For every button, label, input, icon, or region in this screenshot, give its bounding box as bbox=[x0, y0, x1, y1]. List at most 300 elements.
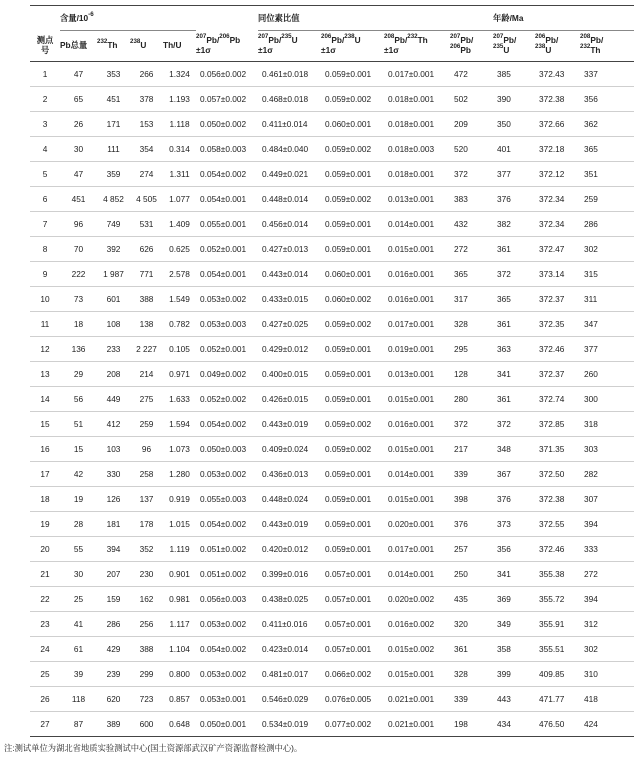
age-208-232-cell: 312 bbox=[580, 612, 634, 637]
age-206-238-cell: 355.91 bbox=[535, 612, 580, 637]
ratio-208-232-cell: 0.018±0.001 bbox=[384, 87, 450, 112]
u238-cell: 4 505 bbox=[130, 187, 163, 212]
u238-cell: 96 bbox=[130, 437, 163, 462]
age-207-206-cell: 372 bbox=[450, 412, 493, 437]
sample-no-cell: 7 bbox=[30, 212, 60, 237]
ratio-208-232-cell: 0.021±0.001 bbox=[384, 712, 450, 737]
sample-no-cell: 22 bbox=[30, 587, 60, 612]
sample-no-cell: 3 bbox=[30, 112, 60, 137]
u238-cell: 388 bbox=[130, 287, 163, 312]
age-208-232-cell: 282 bbox=[580, 462, 634, 487]
th232-cell: 749 bbox=[97, 212, 130, 237]
age-208-232-cell: 377 bbox=[580, 337, 634, 362]
pb-total-cell: 55 bbox=[60, 537, 97, 562]
age-207-235-cell: 382 bbox=[493, 212, 535, 237]
u238-cell: 137 bbox=[130, 487, 163, 512]
ratio-208-232-cell: 0.018±0.001 bbox=[384, 162, 450, 187]
ratio-207-235-cell: 0.427±0.025 bbox=[258, 312, 321, 337]
ratio-207-235-cell: 0.449±0.021 bbox=[258, 162, 321, 187]
ratio-206-238-cell: 0.059±0.001 bbox=[321, 162, 384, 187]
age-207-206-cell: 365 bbox=[450, 262, 493, 287]
age-207-206-cell: 376 bbox=[450, 512, 493, 537]
age-207-235-cell: 348 bbox=[493, 437, 535, 462]
pb-total-cell: 47 bbox=[60, 162, 97, 187]
pb-total-cell: 51 bbox=[60, 412, 97, 437]
age-208-232-cell: 272 bbox=[580, 562, 634, 587]
age-208-232-cell: 302 bbox=[580, 637, 634, 662]
u238-cell: 600 bbox=[130, 712, 163, 737]
ratio-207-206-cell: 0.057±0.002 bbox=[196, 87, 258, 112]
ratio-206-238-cell: 0.076±0.005 bbox=[321, 687, 384, 712]
th232-cell: 412 bbox=[97, 412, 130, 437]
th232-cell: 208 bbox=[97, 362, 130, 387]
ratio-206-238-cell: 0.059±0.002 bbox=[321, 137, 384, 162]
age-208-232-cell: 259 bbox=[580, 187, 634, 212]
ratio-208-232-cell: 0.016±0.002 bbox=[384, 612, 450, 637]
ratio-208-232-cell: 0.015±0.001 bbox=[384, 237, 450, 262]
ratio-207-235-cell: 0.409±0.024 bbox=[258, 437, 321, 462]
u238-cell: 178 bbox=[130, 512, 163, 537]
ratio-208-232-cell: 0.016±0.001 bbox=[384, 262, 450, 287]
ratio-207-206-cell: 0.052±0.001 bbox=[196, 237, 258, 262]
age-207-235-cell: 373 bbox=[493, 512, 535, 537]
age-207-206-cell: 432 bbox=[450, 212, 493, 237]
ratio-207-235-cell: 0.484±0.040 bbox=[258, 137, 321, 162]
age-206-238-cell: 355.72 bbox=[535, 587, 580, 612]
pb-total-cell: 61 bbox=[60, 637, 97, 662]
ratio-206-238-cell: 0.077±0.002 bbox=[321, 712, 384, 737]
pb-total-cell: 47 bbox=[60, 62, 97, 87]
pb-total-cell: 25 bbox=[60, 587, 97, 612]
table-row bbox=[30, 387, 634, 412]
age-208-232-cell: 315 bbox=[580, 262, 634, 287]
ratio-206-238-cell: 0.059±0.001 bbox=[321, 237, 384, 262]
ratio-206-238-cell: 0.066±0.002 bbox=[321, 662, 384, 687]
u238-cell: 162 bbox=[130, 587, 163, 612]
age-208-232-cell: 303 bbox=[580, 437, 634, 462]
age-206-238-cell: 372.74 bbox=[535, 387, 580, 412]
table-row bbox=[30, 712, 634, 737]
sample-no-cell: 17 bbox=[30, 462, 60, 487]
sample-no-cell: 5 bbox=[30, 162, 60, 187]
age-206-238-cell: 372.34 bbox=[535, 187, 580, 212]
th-u-cell: 1.594 bbox=[163, 412, 196, 437]
age-207-206-cell: 339 bbox=[450, 687, 493, 712]
ratio-207-235-cell: 0.426±0.015 bbox=[258, 387, 321, 412]
th232-cell: 389 bbox=[97, 712, 130, 737]
pb-total-cell: 70 bbox=[60, 237, 97, 262]
age-206-238-cell: 372.37 bbox=[535, 287, 580, 312]
th-u-header: Th/U bbox=[163, 31, 196, 62]
age-207-235-cell: 365 bbox=[493, 287, 535, 312]
u238-cell: 138 bbox=[130, 312, 163, 337]
pb-total-cell: 42 bbox=[60, 462, 97, 487]
th-u-cell: 1.409 bbox=[163, 212, 196, 237]
sample-no-cell: 21 bbox=[30, 562, 60, 587]
sample-no-cell: 27 bbox=[30, 712, 60, 737]
age-208-232-cell: 351 bbox=[580, 162, 634, 187]
age-208-232-cell: 318 bbox=[580, 412, 634, 437]
age-206-238-cell: 409.85 bbox=[535, 662, 580, 687]
age-208-232-cell: 311 bbox=[580, 287, 634, 312]
ratio-206-238-cell: 0.059±0.001 bbox=[321, 512, 384, 537]
ratio-207-235-cell: 0.456±0.014 bbox=[258, 212, 321, 237]
age-208-232-header: $^{208}$Pb/ $^{232}$Th bbox=[580, 31, 634, 62]
th-u-cell: 1.311 bbox=[163, 162, 196, 187]
ratio-208-232-cell: 0.014±0.001 bbox=[384, 212, 450, 237]
age-207-235-cell: 350 bbox=[493, 112, 535, 137]
ratio-207-206-cell: 0.053±0.001 bbox=[196, 687, 258, 712]
age-207-206-cell: 128 bbox=[450, 362, 493, 387]
ratio-207-206-header: $^{207}$Pb/$^{206}$Pb ±1σ bbox=[196, 31, 258, 62]
th232-cell: 4 852 bbox=[97, 187, 130, 212]
ratio-207-206-cell: 0.056±0.003 bbox=[196, 587, 258, 612]
ratio-207-206-cell: 0.050±0.003 bbox=[196, 437, 258, 462]
ratio-208-232-cell: 0.018±0.001 bbox=[384, 112, 450, 137]
pb-total-cell: 30 bbox=[60, 562, 97, 587]
table-row bbox=[30, 412, 634, 437]
th232-cell: 1 987 bbox=[97, 262, 130, 287]
age-207-206-cell: 209 bbox=[450, 112, 493, 137]
th-u-cell: 0.971 bbox=[163, 362, 196, 387]
pb-total-cell: 19 bbox=[60, 487, 97, 512]
ratio-208-232-cell: 0.019±0.001 bbox=[384, 337, 450, 362]
th232-cell: 330 bbox=[97, 462, 130, 487]
th-u-cell: 1.119 bbox=[163, 537, 196, 562]
pb-total-cell: 15 bbox=[60, 437, 97, 462]
age-206-238-cell: 371.35 bbox=[535, 437, 580, 462]
table-row bbox=[30, 162, 634, 187]
age-207-206-cell: 502 bbox=[450, 87, 493, 112]
ratio-207-206-cell: 0.051±0.002 bbox=[196, 562, 258, 587]
age-206-238-cell: 372.12 bbox=[535, 162, 580, 187]
age-207-235-cell: 399 bbox=[493, 662, 535, 687]
ratio-208-232-cell: 0.020±0.002 bbox=[384, 587, 450, 612]
table-row bbox=[30, 362, 634, 387]
age-206-238-cell: 372.18 bbox=[535, 137, 580, 162]
u238-cell: 230 bbox=[130, 562, 163, 587]
ratio-208-232-cell: 0.017±0.001 bbox=[384, 537, 450, 562]
age-207-206-cell: 198 bbox=[450, 712, 493, 737]
age-207-206-cell: 217 bbox=[450, 437, 493, 462]
age-208-232-cell: 300 bbox=[580, 387, 634, 412]
ratio-208-232-cell: 0.015±0.002 bbox=[384, 637, 450, 662]
pb-total-cell: 222 bbox=[60, 262, 97, 287]
age-208-232-cell: 347 bbox=[580, 312, 634, 337]
age-207-235-cell: 358 bbox=[493, 637, 535, 662]
ratio-208-232-cell: 0.021±0.001 bbox=[384, 687, 450, 712]
ratio-207-235-cell: 0.443±0.019 bbox=[258, 512, 321, 537]
age-207-206-cell: 339 bbox=[450, 462, 493, 487]
ratio-207-206-cell: 0.053±0.002 bbox=[196, 662, 258, 687]
ratio-207-206-cell: 0.055±0.001 bbox=[196, 212, 258, 237]
age-206-238-cell: 372.55 bbox=[535, 512, 580, 537]
pb-total-cell: 28 bbox=[60, 512, 97, 537]
th232-cell: 429 bbox=[97, 637, 130, 662]
ratio-208-232-cell: 0.017±0.001 bbox=[384, 312, 450, 337]
ratio-207-206-cell: 0.054±0.002 bbox=[196, 512, 258, 537]
th-u-cell: 1.193 bbox=[163, 87, 196, 112]
ratio-206-238-cell: 0.060±0.001 bbox=[321, 262, 384, 287]
age-206-238-cell: 373.14 bbox=[535, 262, 580, 287]
ratio-208-232-cell: 0.020±0.001 bbox=[384, 512, 450, 537]
age-206-238-cell: 372.43 bbox=[535, 62, 580, 87]
content-group-header: 含量$/10^{-6}$ bbox=[60, 6, 196, 31]
header-row-2 bbox=[30, 31, 634, 62]
u238-cell: 275 bbox=[130, 387, 163, 412]
th-u-cell: 1.633 bbox=[163, 387, 196, 412]
u238-cell: 258 bbox=[130, 462, 163, 487]
ratio-207-206-cell: 0.054±0.002 bbox=[196, 162, 258, 187]
ratio-206-238-cell: 0.059±0.001 bbox=[321, 487, 384, 512]
ratio-207-206-cell: 0.050±0.002 bbox=[196, 112, 258, 137]
table-row bbox=[30, 662, 634, 687]
u238-cell: 266 bbox=[130, 62, 163, 87]
ratio-207-235-header: $^{207}$Pb/$^{235}$U ±1σ bbox=[258, 31, 321, 62]
th232-header: $^{232}$Th bbox=[97, 31, 130, 62]
u238-cell: 256 bbox=[130, 612, 163, 637]
ratio-206-238-cell: 0.059±0.001 bbox=[321, 362, 384, 387]
age-207-235-cell: 434 bbox=[493, 712, 535, 737]
age-207-235-cell: 367 bbox=[493, 462, 535, 487]
ratio-207-235-cell: 0.433±0.015 bbox=[258, 287, 321, 312]
footnote: 注:测试单位为湖北省地质实验测试中心(国土资源部武汉矿产资源监督检测中心)。 bbox=[4, 743, 303, 753]
ratio-206-238-cell: 0.059±0.001 bbox=[321, 62, 384, 87]
th232-cell: 181 bbox=[97, 512, 130, 537]
ratio-207-235-cell: 0.429±0.012 bbox=[258, 337, 321, 362]
ratio-207-235-cell: 0.481±0.017 bbox=[258, 662, 321, 687]
ratio-208-232-cell: 0.013±0.001 bbox=[384, 187, 450, 212]
age-207-235-cell: 443 bbox=[493, 687, 535, 712]
age-206-238-cell: 372.38 bbox=[535, 487, 580, 512]
ratio-206-238-cell: 0.059±0.001 bbox=[321, 212, 384, 237]
table-row bbox=[30, 637, 634, 662]
age-206-238-cell: 355.51 bbox=[535, 637, 580, 662]
ratio-208-232-cell: 0.014±0.001 bbox=[384, 562, 450, 587]
age-207-235-cell: 401 bbox=[493, 137, 535, 162]
age-207-206-cell: 250 bbox=[450, 562, 493, 587]
age-207-235-cell: 376 bbox=[493, 187, 535, 212]
th-u-cell: 1.077 bbox=[163, 187, 196, 212]
u238-cell: 274 bbox=[130, 162, 163, 187]
ratio-208-232-cell: 0.016±0.001 bbox=[384, 287, 450, 312]
th232-cell: 239 bbox=[97, 662, 130, 687]
ratio-206-238-cell: 0.059±0.002 bbox=[321, 87, 384, 112]
age-207-206-cell: 295 bbox=[450, 337, 493, 362]
age-207-235-cell: 356 bbox=[493, 537, 535, 562]
age-207-206-cell: 472 bbox=[450, 62, 493, 87]
th232-cell: 233 bbox=[97, 337, 130, 362]
table-row bbox=[30, 612, 634, 637]
th-u-cell: 1.104 bbox=[163, 637, 196, 662]
u238-cell: 352 bbox=[130, 537, 163, 562]
sample-no-cell: 14 bbox=[30, 387, 60, 412]
pb-total-cell: 56 bbox=[60, 387, 97, 412]
u238-cell: 626 bbox=[130, 237, 163, 262]
age-206-238-cell: 355.38 bbox=[535, 562, 580, 587]
ratio-208-232-cell: 0.015±0.001 bbox=[384, 662, 450, 687]
th232-cell: 353 bbox=[97, 62, 130, 87]
age-207-206-cell: 328 bbox=[450, 662, 493, 687]
age-206-238-cell: 372.47 bbox=[535, 237, 580, 262]
pb-total-cell: 39 bbox=[60, 662, 97, 687]
pb-total-cell: 118 bbox=[60, 687, 97, 712]
ratio-207-235-cell: 0.461±0.018 bbox=[258, 62, 321, 87]
age-206-238-cell: 372.34 bbox=[535, 212, 580, 237]
th-u-cell: 0.105 bbox=[163, 337, 196, 362]
ratio-207-235-cell: 0.448±0.014 bbox=[258, 187, 321, 212]
ratio-207-206-cell: 0.053±0.002 bbox=[196, 612, 258, 637]
ratio-207-206-cell: 0.054±0.002 bbox=[196, 637, 258, 662]
ratio-206-238-cell: 0.057±0.001 bbox=[321, 612, 384, 637]
ratio-206-238-cell: 0.059±0.001 bbox=[321, 462, 384, 487]
table-row bbox=[30, 312, 634, 337]
age-group-header: 年龄/Ma bbox=[493, 6, 634, 31]
sample-no-cell: 11 bbox=[30, 312, 60, 337]
age-207-235-cell: 341 bbox=[493, 362, 535, 387]
age-207-206-cell: 520 bbox=[450, 137, 493, 162]
sample-no-cell: 25 bbox=[30, 662, 60, 687]
th-u-cell: 0.782 bbox=[163, 312, 196, 337]
age-207-206-cell: 320 bbox=[450, 612, 493, 637]
age-208-232-cell: 424 bbox=[580, 712, 634, 737]
age-206-238-cell: 471.77 bbox=[535, 687, 580, 712]
pb-total-cell: 41 bbox=[60, 612, 97, 637]
zircon-data-table bbox=[30, 5, 634, 737]
sample-no-cell: 4 bbox=[30, 137, 60, 162]
ratio-207-235-cell: 0.448±0.024 bbox=[258, 487, 321, 512]
th232-cell: 126 bbox=[97, 487, 130, 512]
table-row bbox=[30, 212, 634, 237]
table-body bbox=[30, 62, 634, 737]
u238-cell: 153 bbox=[130, 112, 163, 137]
table-row bbox=[30, 287, 634, 312]
pb-total-cell: 451 bbox=[60, 187, 97, 212]
th232-cell: 601 bbox=[97, 287, 130, 312]
th232-cell: 111 bbox=[97, 137, 130, 162]
th-u-cell: 1.549 bbox=[163, 287, 196, 312]
ratio-207-235-cell: 0.534±0.019 bbox=[258, 712, 321, 737]
table-row bbox=[30, 237, 634, 262]
th232-cell: 207 bbox=[97, 562, 130, 587]
table-row bbox=[30, 512, 634, 537]
ratio-208-232-cell: 0.017±0.001 bbox=[384, 62, 450, 87]
age-207-235-cell: 372 bbox=[493, 262, 535, 287]
u238-cell: 531 bbox=[130, 212, 163, 237]
th-u-cell: 0.901 bbox=[163, 562, 196, 587]
ratio-207-206-cell: 0.054±0.001 bbox=[196, 262, 258, 287]
age-208-232-cell: 362 bbox=[580, 112, 634, 137]
th-u-cell: 0.314 bbox=[163, 137, 196, 162]
age-206-238-cell: 372.50 bbox=[535, 462, 580, 487]
th-u-cell: 1.117 bbox=[163, 612, 196, 637]
age-208-232-cell: 302 bbox=[580, 237, 634, 262]
sample-no-cell: 13 bbox=[30, 362, 60, 387]
ratio-207-206-cell: 0.056±0.002 bbox=[196, 62, 258, 87]
ratio-206-238-cell: 0.057±0.001 bbox=[321, 587, 384, 612]
age-207-235-cell: 385 bbox=[493, 62, 535, 87]
th-u-cell: 1.015 bbox=[163, 512, 196, 537]
ratio-206-238-cell: 0.059±0.001 bbox=[321, 537, 384, 562]
ratio-207-235-cell: 0.546±0.029 bbox=[258, 687, 321, 712]
sample-no-cell: 2 bbox=[30, 87, 60, 112]
th-u-cell: 0.919 bbox=[163, 487, 196, 512]
age-208-232-cell: 260 bbox=[580, 362, 634, 387]
age-207-206-cell: 383 bbox=[450, 187, 493, 212]
ratio-206-238-cell: 0.059±0.002 bbox=[321, 437, 384, 462]
ratio-207-235-cell: 0.411±0.014 bbox=[258, 112, 321, 137]
pb-total-cell: 30 bbox=[60, 137, 97, 162]
table-row bbox=[30, 687, 634, 712]
age-207-235-cell: 377 bbox=[493, 162, 535, 187]
u238-cell: 299 bbox=[130, 662, 163, 687]
ratio-208-232-cell: 0.018±0.003 bbox=[384, 137, 450, 162]
ratio-206-238-cell: 0.060±0.001 bbox=[321, 112, 384, 137]
header-row-1 bbox=[30, 6, 634, 31]
table-row bbox=[30, 487, 634, 512]
u238-cell: 723 bbox=[130, 687, 163, 712]
age-208-232-cell: 394 bbox=[580, 587, 634, 612]
th-u-cell: 1.073 bbox=[163, 437, 196, 462]
age-207-206-header: $^{207}$Pb/ $^{206}$Pb bbox=[450, 31, 493, 62]
ratio-207-235-cell: 0.427±0.013 bbox=[258, 237, 321, 262]
ratio-207-235-cell: 0.400±0.015 bbox=[258, 362, 321, 387]
age-207-206-cell: 257 bbox=[450, 537, 493, 562]
ratio-207-206-cell: 0.050±0.001 bbox=[196, 712, 258, 737]
u238-cell: 378 bbox=[130, 87, 163, 112]
th232-cell: 449 bbox=[97, 387, 130, 412]
ratio-206-238-cell: 0.059±0.002 bbox=[321, 187, 384, 212]
age-207-235-cell: 376 bbox=[493, 487, 535, 512]
pb-total-header: Pb总量 bbox=[60, 31, 97, 62]
ratio-208-232-cell: 0.015±0.001 bbox=[384, 437, 450, 462]
ratio-207-206-cell: 0.055±0.003 bbox=[196, 487, 258, 512]
age-206-238-cell: 372.35 bbox=[535, 312, 580, 337]
age-206-238-cell: 372.46 bbox=[535, 537, 580, 562]
age-207-206-cell: 398 bbox=[450, 487, 493, 512]
ratio-207-206-cell: 0.058±0.003 bbox=[196, 137, 258, 162]
sample-no-cell: 8 bbox=[30, 237, 60, 262]
age-207-235-cell: 361 bbox=[493, 312, 535, 337]
th-u-cell: 1.280 bbox=[163, 462, 196, 487]
age-206-238-cell: 372.46 bbox=[535, 337, 580, 362]
u238-cell: 771 bbox=[130, 262, 163, 287]
ratio-208-232-cell: 0.014±0.001 bbox=[384, 462, 450, 487]
u238-header: $^{238}$U bbox=[130, 31, 163, 62]
th232-cell: 394 bbox=[97, 537, 130, 562]
table-row bbox=[30, 587, 634, 612]
u238-cell: 388 bbox=[130, 637, 163, 662]
ratio-206-238-cell: 0.059±0.001 bbox=[321, 387, 384, 412]
age-206-238-cell: 372.85 bbox=[535, 412, 580, 437]
age-206-238-header: $^{206}$Pb/ $^{238}$U bbox=[535, 31, 580, 62]
table-row bbox=[30, 62, 634, 87]
table-row bbox=[30, 437, 634, 462]
pb-total-cell: 87 bbox=[60, 712, 97, 737]
ratio-206-238-header: $^{206}$Pb/$^{238}$U ±1σ bbox=[321, 31, 384, 62]
ratio-206-238-cell: 0.057±0.001 bbox=[321, 637, 384, 662]
ratio-206-238-cell: 0.059±0.001 bbox=[321, 337, 384, 362]
ratio-207-235-cell: 0.436±0.013 bbox=[258, 462, 321, 487]
age-206-238-cell: 372.66 bbox=[535, 112, 580, 137]
th232-cell: 451 bbox=[97, 87, 130, 112]
age-206-238-cell: 372.37 bbox=[535, 362, 580, 387]
age-208-232-cell: 337 bbox=[580, 62, 634, 87]
sample-no-cell: 10 bbox=[30, 287, 60, 312]
age-208-232-cell: 333 bbox=[580, 537, 634, 562]
th-u-cell: 0.625 bbox=[163, 237, 196, 262]
th232-cell: 108 bbox=[97, 312, 130, 337]
